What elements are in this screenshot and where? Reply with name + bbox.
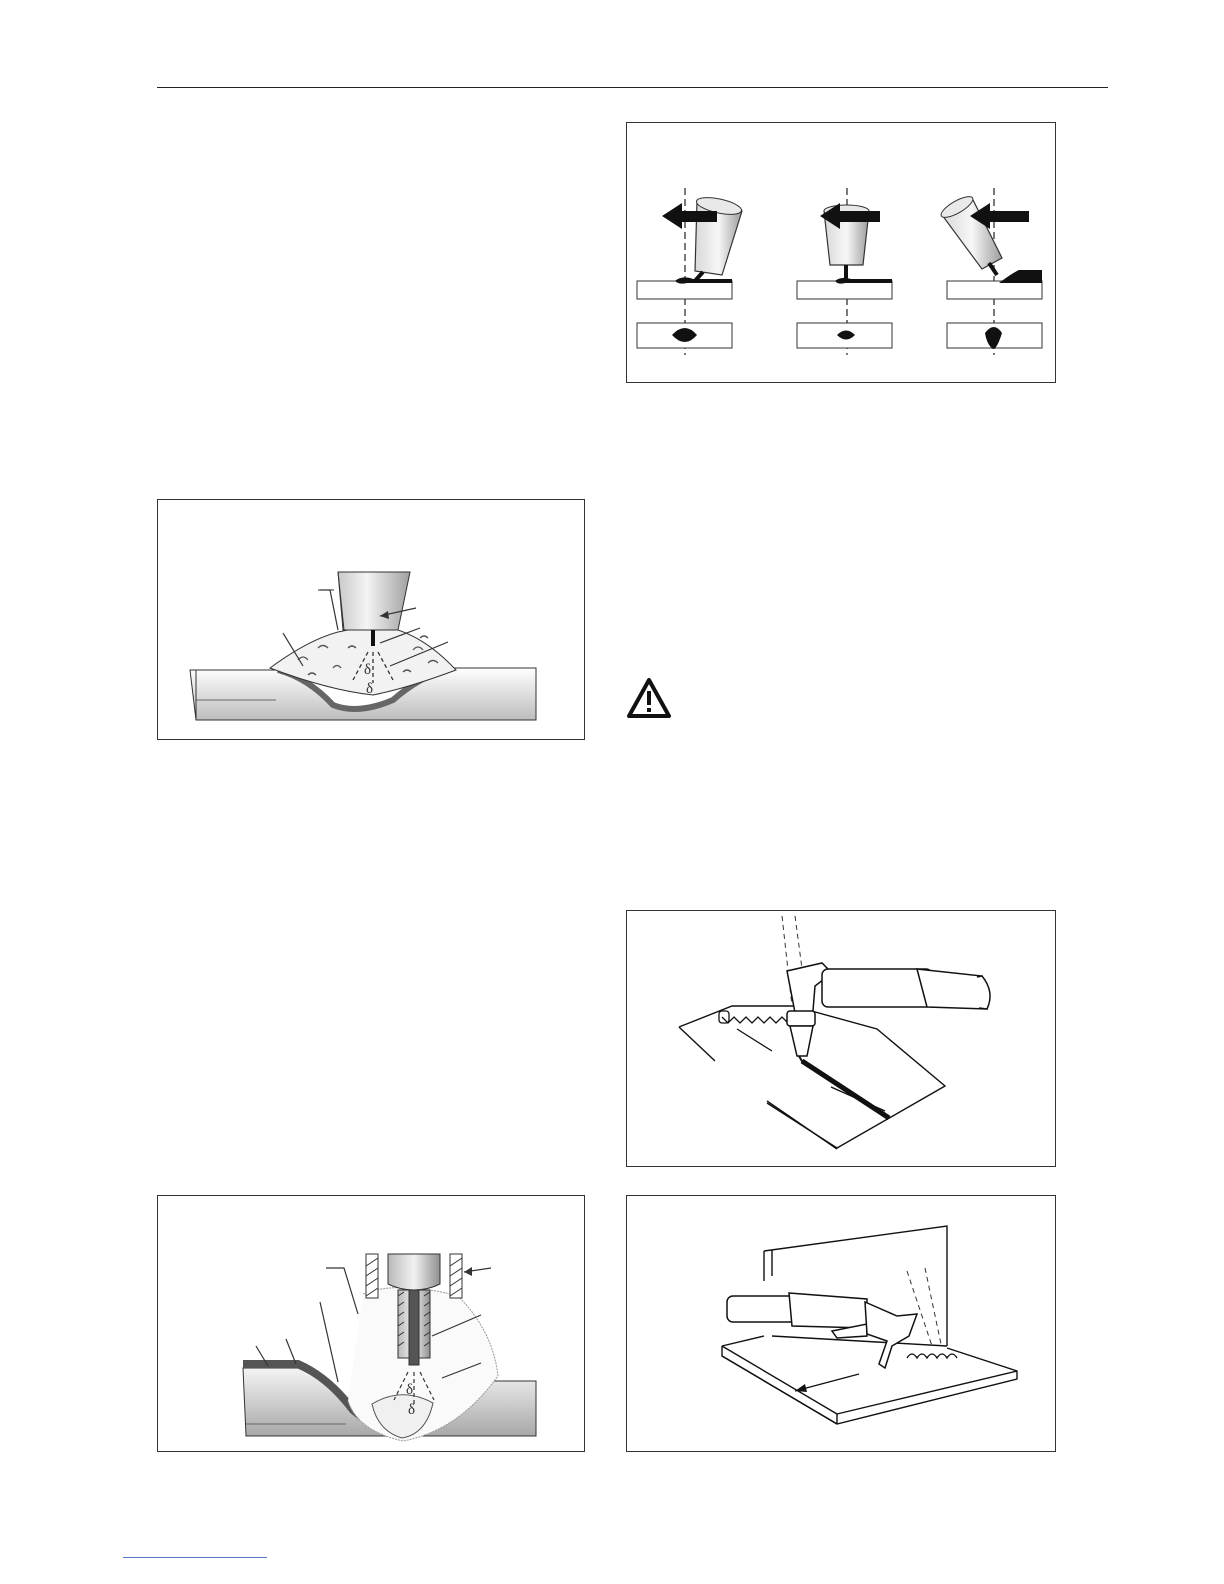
svg-text:δ: δ [408,1402,416,1418]
gun-nozzle [338,572,410,630]
footer-link-underline[interactable] [123,1557,267,1558]
flat-butt-weld-illustration [626,910,1056,1167]
header-rule [157,87,1108,88]
svg-text:δ: δ [364,662,372,678]
svg-text:δ: δ [366,681,374,697]
flux-core-weld-diagram [157,499,585,740]
fillet-weld-illustration [626,1195,1056,1452]
gas-shielded-weld-diagram [157,1195,585,1452]
warning-triangle-icon [626,677,672,724]
torch-vertical [797,188,892,355]
svg-text:δ: δ [406,1382,414,1398]
torch-leading-angle [938,188,1042,355]
torch-trailing-angle [637,188,743,355]
torch-angle-diagram [626,122,1056,383]
